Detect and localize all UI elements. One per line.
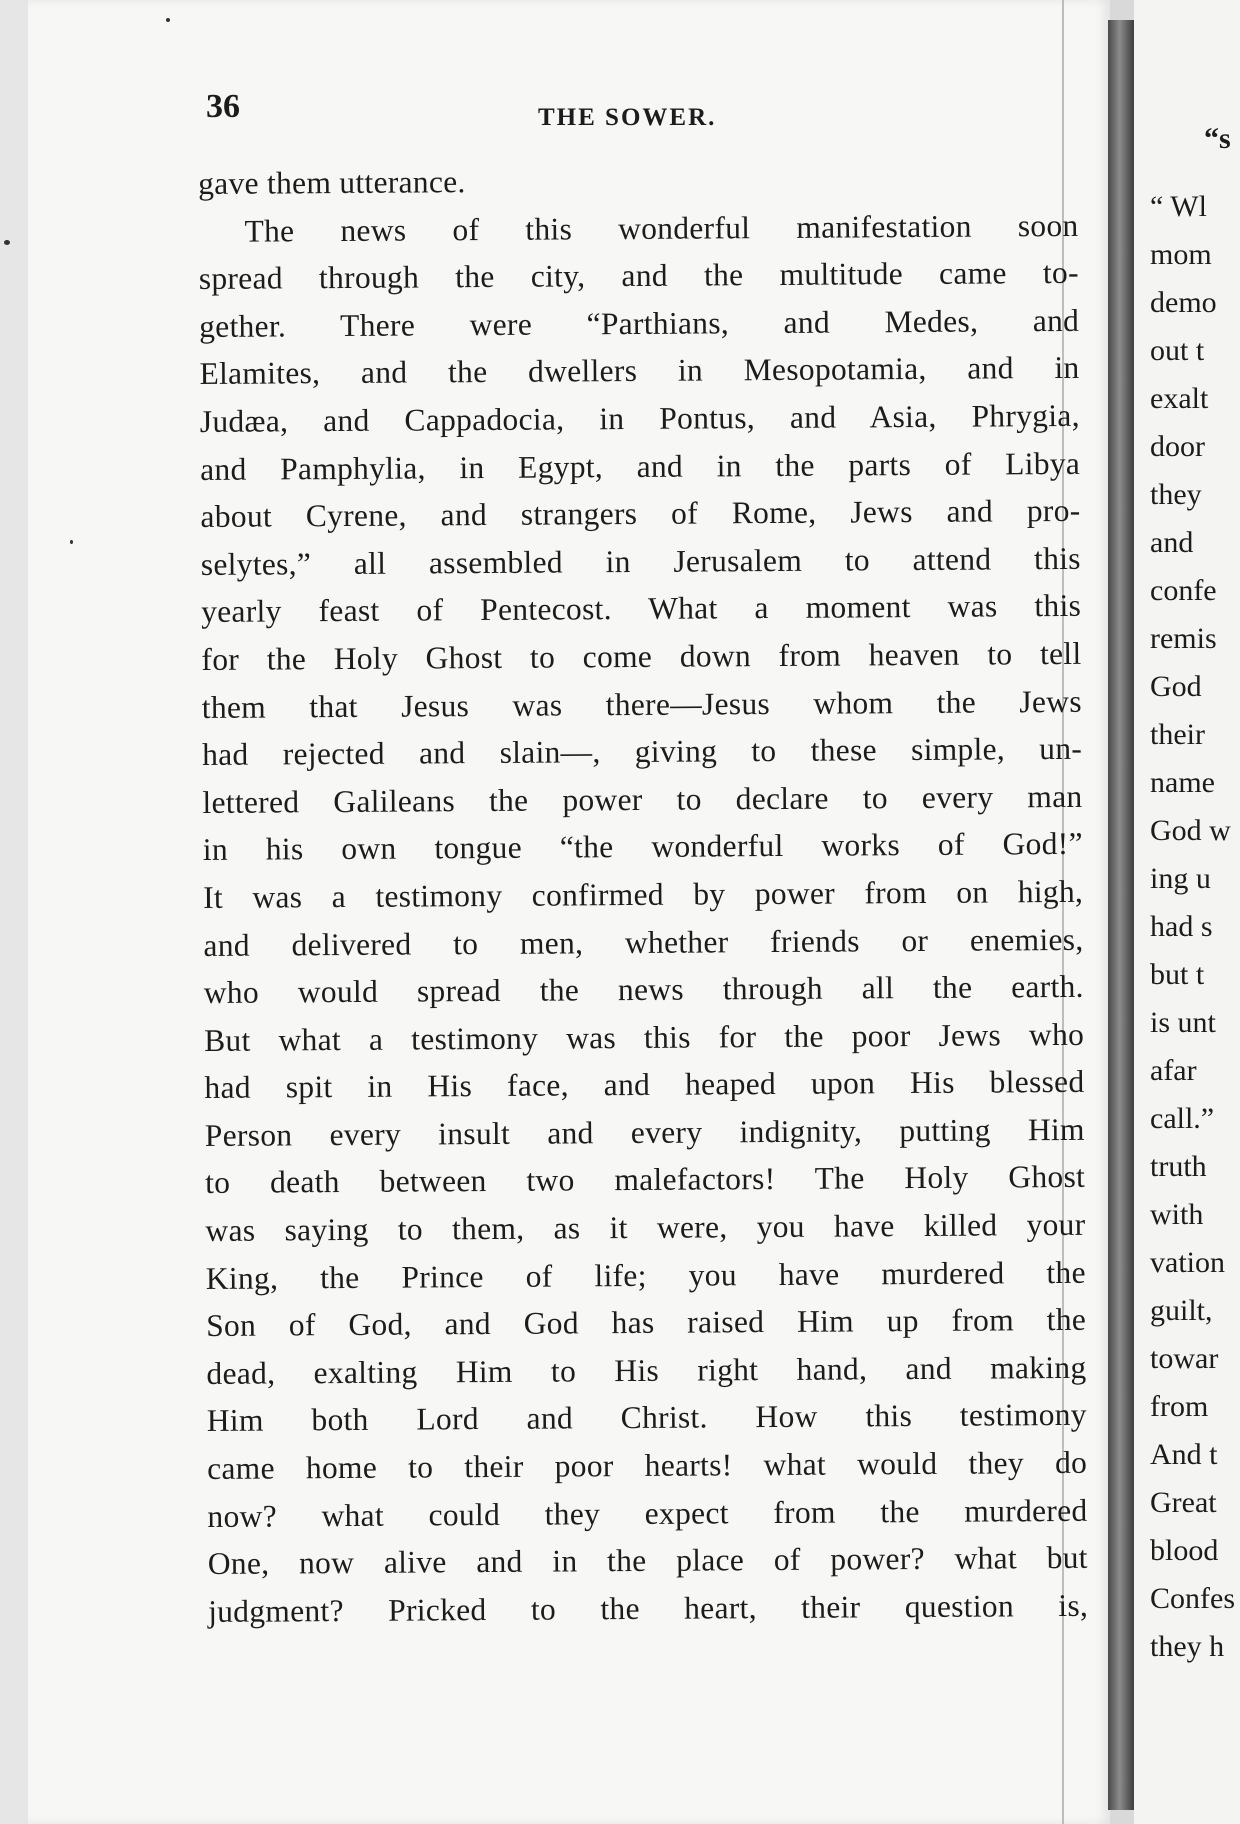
text-line: confe: [1150, 574, 1217, 607]
text-line: King, the Prince of life; you have murdered the: [205, 1254, 1086, 1296]
text-line: now? what could they expect from the murdered: [207, 1492, 1088, 1534]
text-line: exalt: [1150, 382, 1209, 415]
body-text: [198, 154, 1088, 1636]
text-line: had s: [1150, 910, 1213, 943]
text-line: in his own tongue “the wonderful works of God!”: [202, 826, 1083, 868]
page-number: 36: [206, 88, 240, 125]
text-line: yearly feast of Pentecost. What a moment was this: [201, 588, 1082, 630]
text-line: lettered Galileans the power to declare to every man: [202, 778, 1083, 820]
text-line: Person every insult and every indignity, putting Him: [204, 1111, 1085, 1153]
text-line: from: [1150, 1390, 1209, 1423]
text-line: name: [1150, 766, 1215, 799]
text-line: their: [1150, 718, 1205, 751]
scan-speck: [166, 18, 170, 22]
text-line: demo: [1150, 286, 1217, 319]
text-line: call.”: [1150, 1102, 1215, 1135]
text-line: ing u: [1150, 862, 1211, 895]
text-line: spread through the city, and the multitude came to-: [198, 255, 1079, 297]
text-line: about Cyrene, and strangers of Rome, Jews and pro-: [200, 493, 1081, 535]
text-line: had spit in His face, and heaped upon His blessed: [204, 1064, 1085, 1106]
text-line: and Pamphylia, in Egypt, and in the parts of Libya: [200, 445, 1081, 487]
text-line: they: [1150, 478, 1202, 511]
text-line: towar: [1150, 1342, 1219, 1375]
text-line: Him both Lord and Christ. How this testimony: [206, 1397, 1087, 1439]
text-line: Son of God, and God has raised Him up from the: [206, 1302, 1087, 1344]
text-line: and delivered to men, whether friends or enemies,: [203, 921, 1084, 963]
scan-speck: [4, 240, 10, 245]
text-line: One, now alive and in the place of power? what but: [207, 1540, 1088, 1582]
text-line: But what a testimony was this for the poor Jews who: [204, 1016, 1085, 1058]
text-line: “ Wl: [1150, 190, 1207, 223]
text-line: was saying to them, as it were, you have killed your: [205, 1206, 1086, 1249]
text-line: Confes: [1150, 1582, 1235, 1615]
text-line: truth: [1150, 1150, 1207, 1183]
text-line: to death between two malefactors! The Holy Ghost: [205, 1159, 1086, 1201]
text-line: mom: [1150, 238, 1212, 271]
text-line: The news of this wonderful manifestation soon: [244, 207, 1079, 249]
right-running-head: “s: [1204, 122, 1231, 155]
text-line: God w: [1150, 814, 1231, 847]
scan-speck: [70, 540, 73, 544]
text-line: blood: [1150, 1534, 1219, 1567]
text-line: God: [1150, 670, 1202, 703]
text-line: gether. There were “Parthians, and Medes, and: [199, 302, 1080, 344]
book-gutter: [1108, 20, 1134, 1810]
text-line: and: [1150, 526, 1194, 559]
text-line: they h: [1150, 1630, 1225, 1663]
text-line: but t: [1150, 958, 1205, 991]
text-line: had rejected and slain—, giving to these simple, un-: [202, 730, 1083, 773]
text-line: with: [1150, 1198, 1204, 1231]
text-line: out t: [1150, 334, 1205, 367]
text-line: remis: [1150, 622, 1217, 655]
text-line: Judæa, and Cappadocia, in Pontus, and Asia, Phrygia,: [199, 397, 1080, 439]
text-line: guilt,: [1150, 1294, 1213, 1327]
running-head: THE SOWER.: [538, 104, 717, 131]
text-line: door: [1150, 430, 1205, 463]
text-line: gave them utterance.: [198, 164, 466, 201]
text-line: Elamites, and the dwellers in Mesopotamia, and in: [199, 350, 1080, 392]
text-line: judgment? Pricked to the heart, their question is,: [208, 1587, 1089, 1629]
text-line: vation: [1150, 1246, 1225, 1279]
text-line: selytes,” all assembled in Jerusalem to attend this: [200, 540, 1081, 582]
text-line: And t: [1150, 1438, 1218, 1471]
text-line: afar: [1150, 1054, 1197, 1087]
text-line: dead, exalting Him to His right hand, and making: [206, 1349, 1087, 1391]
text-line: is unt: [1150, 1006, 1216, 1039]
text-line: It was a testimony confirmed by power from on high,: [203, 873, 1084, 915]
text-line: them that Jesus was there—Jesus whom the Jews: [201, 683, 1082, 725]
text-line: came home to their poor hearts! what would they do: [207, 1444, 1088, 1486]
text-line: for the Holy Ghost to come down from heaven to tell: [201, 635, 1082, 677]
text-line: Great: [1150, 1486, 1217, 1519]
text-line: who would spread the news through all the earth.: [203, 968, 1084, 1011]
